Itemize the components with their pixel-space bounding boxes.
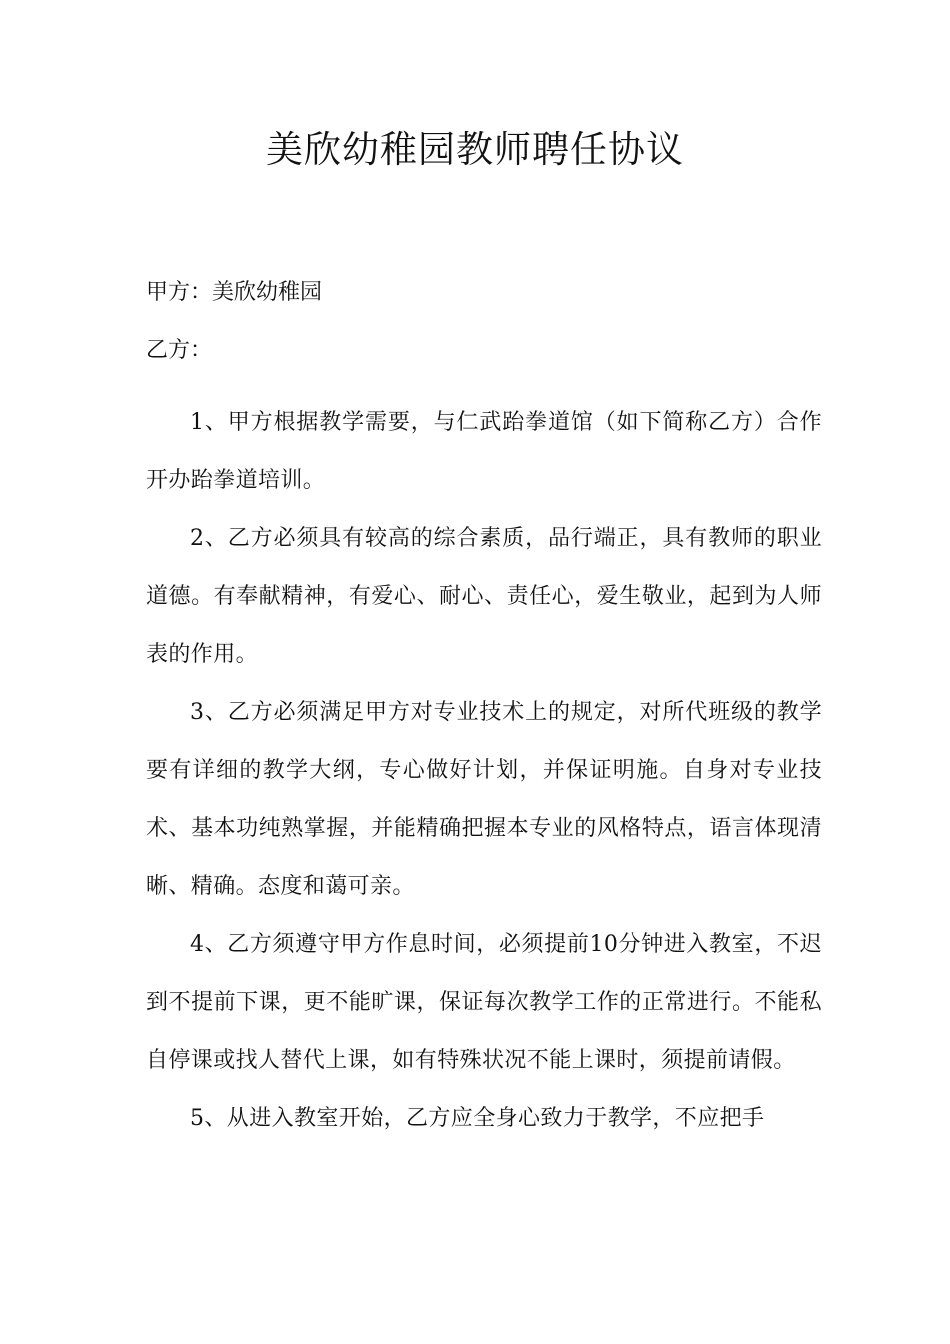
clause-5: 5、从进入教室开始，乙方应全身心致力于教学，不应把手: [190, 1106, 765, 1131]
clause-4: 4、乙方须遵守甲方作息时间，必须提前10分钟进入教室，不迟到不提前下课，更不能旷课，保证每次教学工作的正常进行。不能私自停课或找人替代上课，如有特殊状况不能上课时，须提前请假。: [146, 932, 822, 1073]
document-title: 美欣幼稚园教师聘任协议: [266, 128, 684, 171]
party-a-line: 甲方：美欣幼稚园: [146, 280, 323, 305]
clause-1: 1、甲方根据教学需要，与仁武跆拳道馆（如下简称乙方）合作开办跆拳道培训。: [146, 410, 822, 493]
clause-list: [146, 394, 822, 1148]
clause-3: 3、乙方必须满足甲方对专业技术上的规定，对所代班级的教学要有详细的教学大纲，专心做好计划，并保证明施。自身对专业技术、基本功纯熟掌握，并能精确把握本专业的风格特点，语言体现清晰、精确。态度和蔼可亲。: [146, 700, 822, 899]
party-b-line: 乙方：: [146, 338, 213, 363]
clause-2: 2、乙方必须具有较高的综合素质，品行端正，具有教师的职业道德。有奉献精神，有爱心、耐心、责任心，爱生敬业，起到为人师表的作用。: [146, 526, 822, 667]
